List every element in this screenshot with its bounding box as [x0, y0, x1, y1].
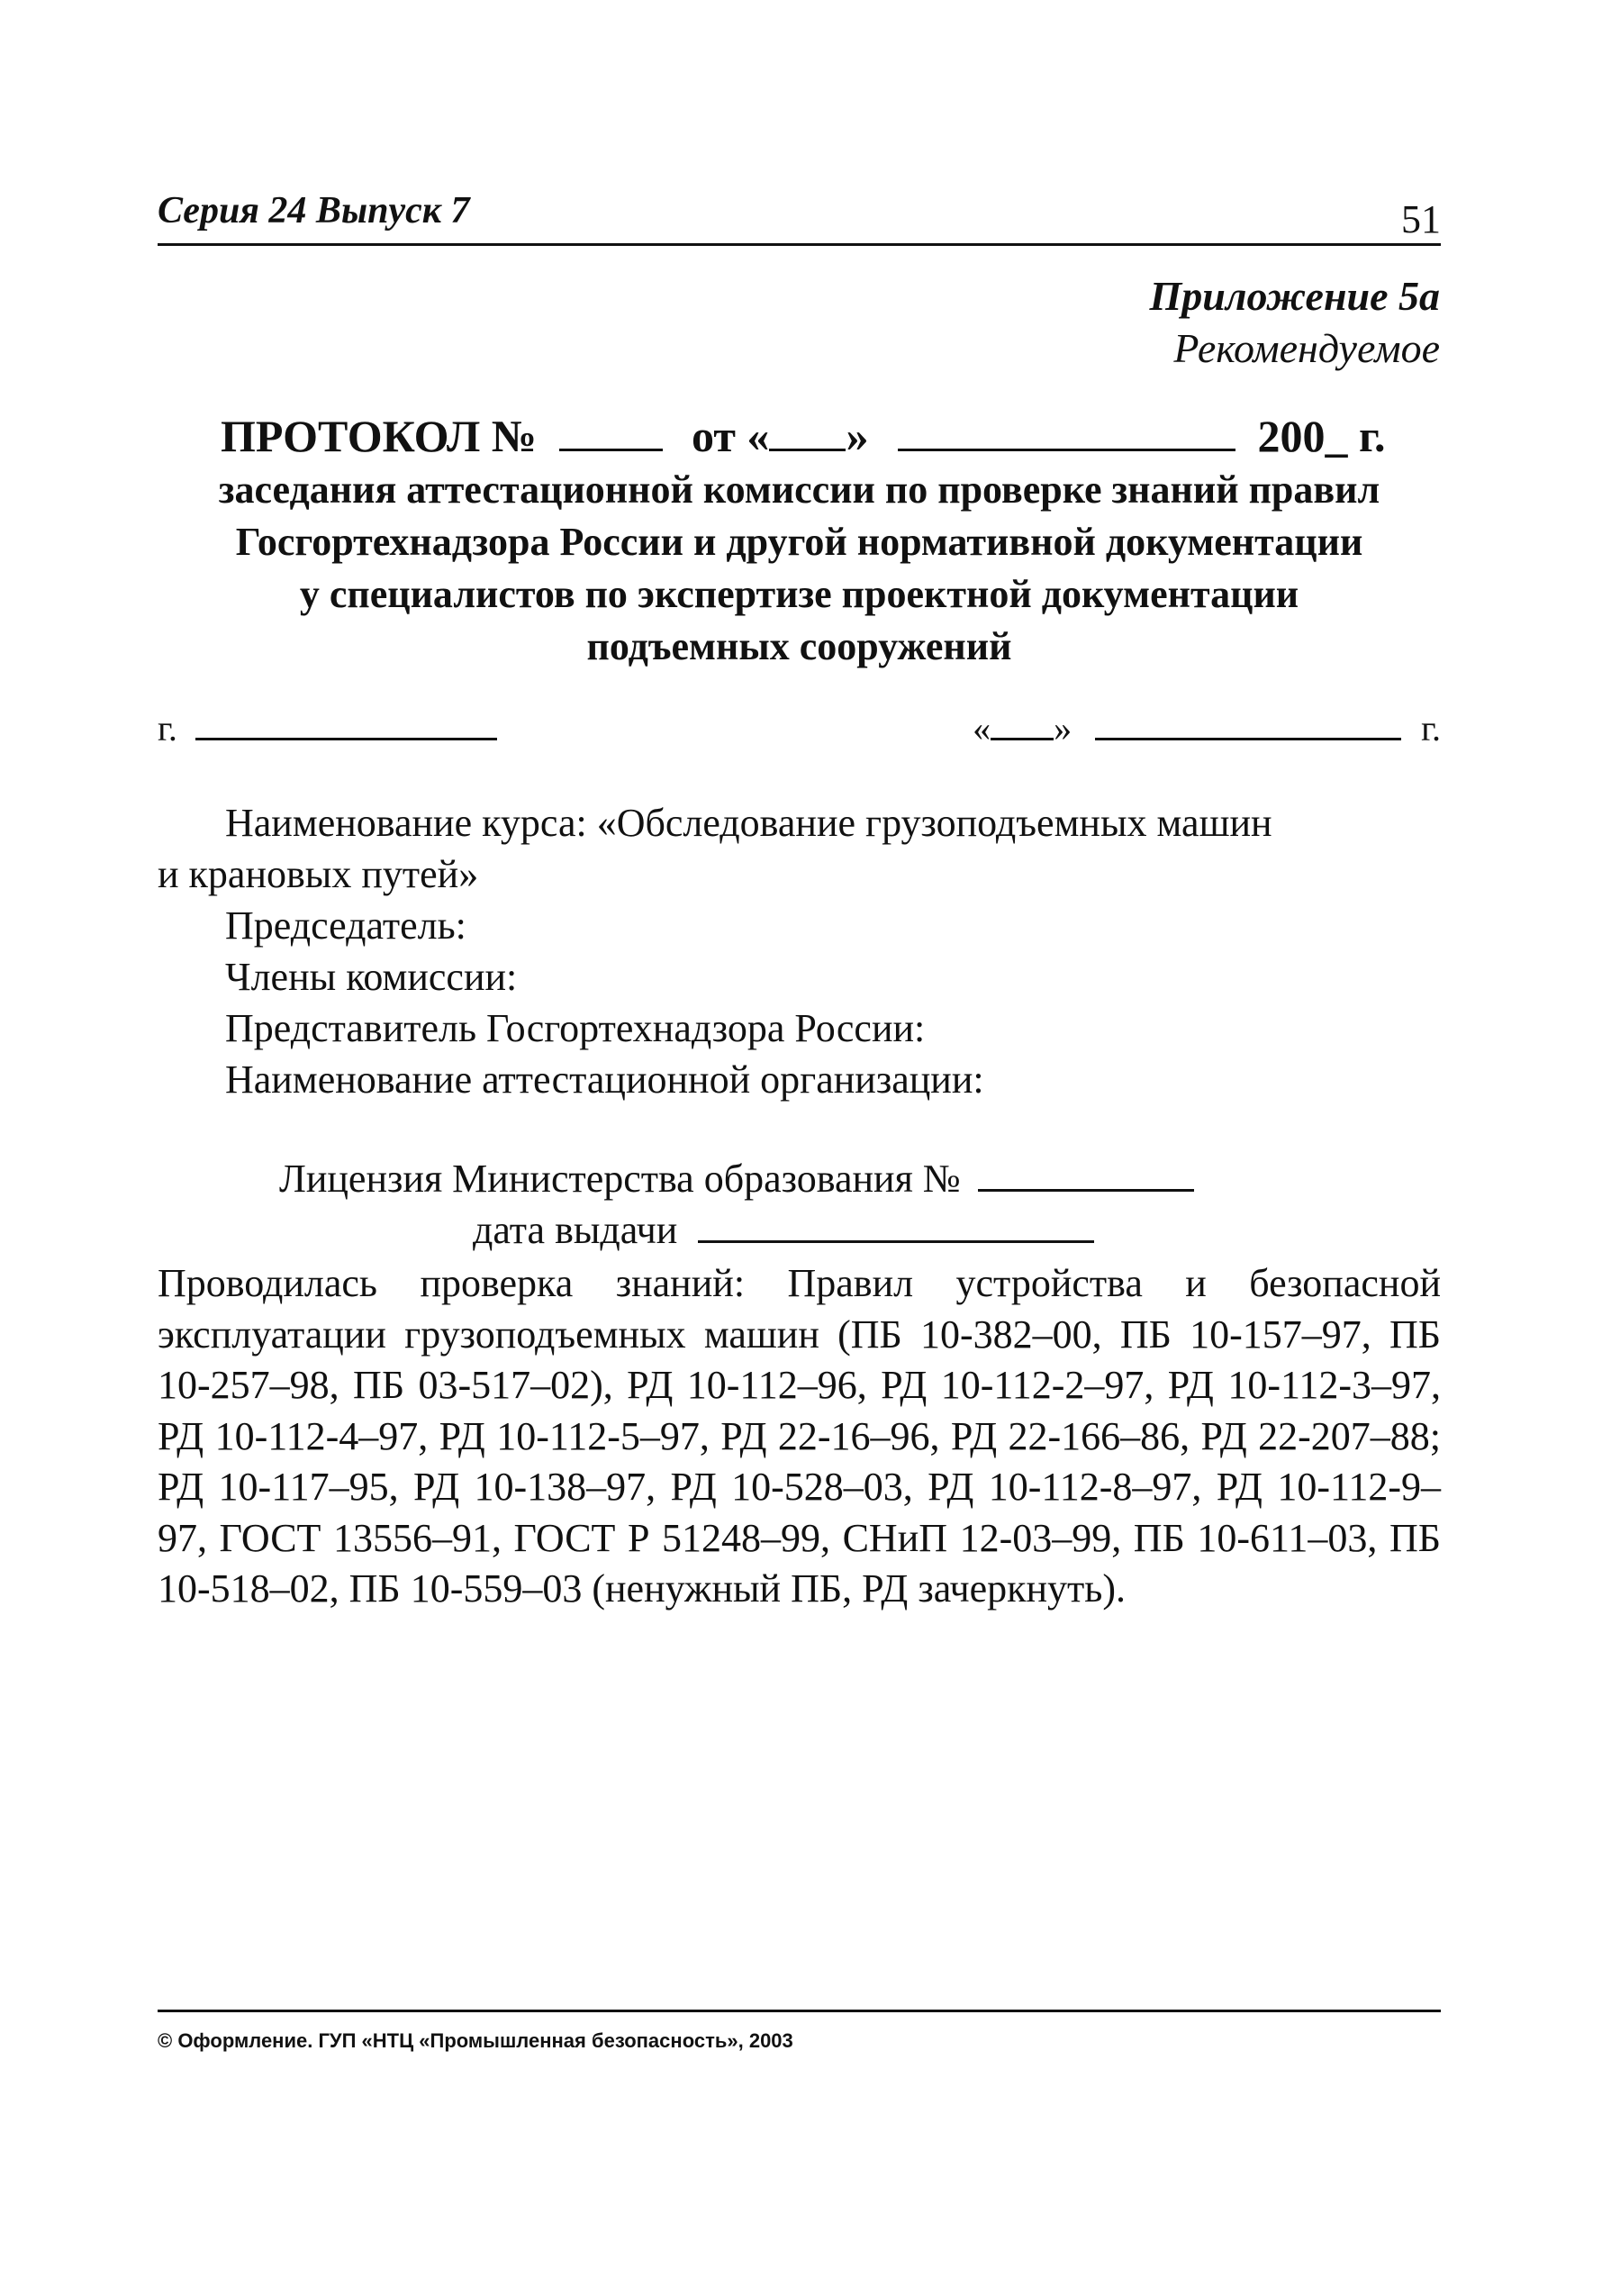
city-blank	[195, 737, 497, 740]
protocol-subtitle	[158, 464, 1441, 673]
representative-field: Представитель Госгортехнадзора России:	[225, 1006, 926, 1050]
chairman-field: Председатель:	[225, 903, 466, 948]
knowledge-check-paragraph: Проводилась проверка знаний: Правил устройства и безопасной эксплуатации грузоподъемных машин (ПБ 10-382–00, ПБ 10-157–97, ПБ 10-257–98, ПБ 03-517–02), РД 10-112–96, РД 10-112-2–97, РД 10-112-3–97, РД 10-112-4–97, РД 10-112-5–97, РД 22-16–96, РД 22-166–86, РД 22-207–88; РД 10-117–95, РД 10-138–97, РД 10-528–03, РД 10-112-8–97, РД 10-112-9–97, ГОСТ 13556–91, ГОСТ Р 51248–99, СНиП 12-03–99, ПБ 10-611–03, ПБ 10-518–02, ПБ 10-559–03 (ненужный ПБ, РД зачеркнуть).	[158, 1261, 1441, 1611]
appendix-status: Рекомендуемое	[1173, 325, 1440, 371]
issue-date-label: дата выдачи	[473, 1208, 678, 1252]
protocol-label: ПРОТОКОЛ №	[221, 411, 538, 461]
place-date-row	[158, 707, 1441, 761]
footer-rule	[158, 2010, 1441, 2012]
city-prefix: г.	[158, 708, 177, 749]
license-number-blank	[978, 1188, 1194, 1192]
protocol-quote-close: »	[846, 411, 869, 461]
date-quote-open: «	[973, 708, 991, 749]
subtitle-line: подъемных сооружений	[586, 624, 1012, 668]
issue-date-line	[473, 1204, 1094, 1256]
date-day-blank	[991, 737, 1054, 740]
date-year-suffix: г.	[1421, 708, 1441, 749]
date-field	[973, 707, 1441, 749]
license-line	[279, 1153, 1194, 1204]
organization-field: Наименование аттестационной организации:	[225, 1057, 984, 1102]
protocol-title	[221, 410, 1386, 462]
course-name-line: Наименование курса: «Обследование грузоподъемных машин	[225, 801, 1272, 845]
date-quote-close: »	[1054, 708, 1072, 749]
subtitle-line: у специалистов по экспертизе проектной документации	[299, 572, 1299, 616]
issue-date-blank	[698, 1239, 1094, 1243]
protocol-number-blank	[559, 448, 663, 451]
members-field: Члены комиссии:	[225, 955, 518, 999]
city-field	[158, 707, 497, 749]
course-name-continuation: и крановых путей»	[158, 852, 479, 896]
series-label: Серия 24 Выпуск 7	[158, 190, 470, 231]
subtitle-line: Госгортехнадзора России и другой нормативной документации	[235, 520, 1363, 564]
license-label: Лицензия Министерства образования №	[279, 1157, 961, 1201]
date-month-blank	[1095, 737, 1401, 740]
appendix-note	[1150, 270, 1440, 375]
protocol-from: от «	[692, 411, 770, 461]
subtitle-line: заседания аттестационной комиссии по проверке знаний правил	[218, 467, 1380, 512]
protocol-year: 200_ г.	[1257, 411, 1386, 461]
protocol-day-blank	[769, 448, 846, 451]
protocol-month-blank	[898, 448, 1235, 451]
course-block	[158, 797, 1441, 1105]
footer-copyright: © Оформление. ГУП «НТЦ «Промышленная безопасность», 2003	[158, 2029, 793, 2052]
header-rule	[158, 243, 1441, 246]
appendix-number: Приложение 5а	[1149, 273, 1440, 319]
page-number: 51	[1401, 197, 1441, 241]
